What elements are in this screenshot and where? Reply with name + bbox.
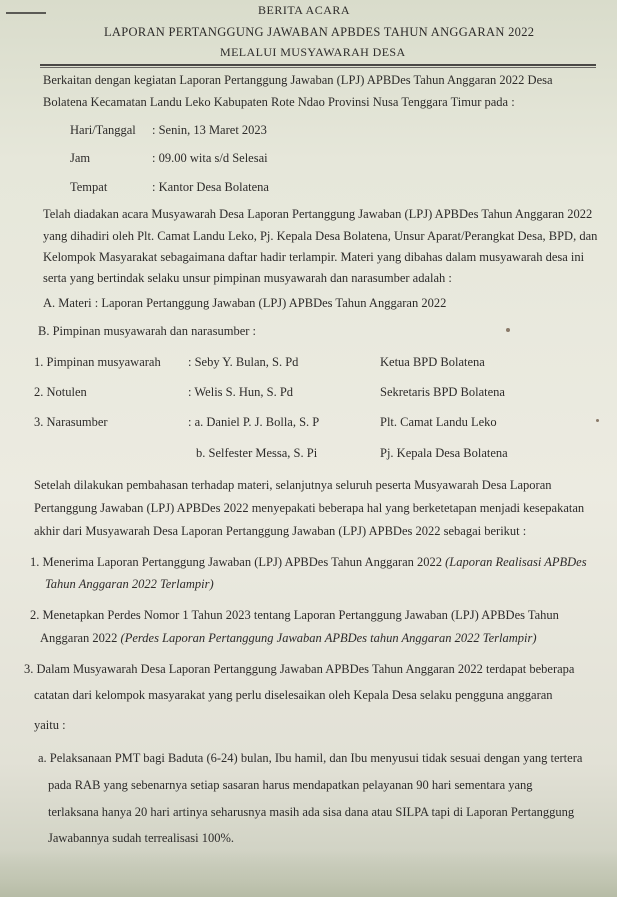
resolution-item-1-text: 1. Menerima Laporan Pertanggung Jawaban (LPJ) APBDes Tahun Anggaran 2022 [30,555,443,569]
person-3-name: : a. Daniel P. J. Bolla, S. P [188,415,320,429]
resolution-item-2-line-2 [40,632,537,645]
schedule-time-label: Jam [70,151,91,165]
resolution-item-2-italic: (Perdes Laporan Pertanggung Jawaban APBDes tahun Anggaran 2022 Terlampir) [120,631,537,645]
resolution-item-3-line-2: catatan dari kelompok masyarakat yang perlu diselesaikan oleh Kepala Desa selaku pengguna anggaran [34,688,553,702]
schedule-date-label: Hari/Tanggal [70,123,136,137]
document-main-title: LAPORAN PERTANGGUNG JAWABAN APBDES TAHUN ANGGARAN 2022 [104,25,535,39]
document-top-title: BERITA ACARA [258,3,351,17]
person-3-role: 3. Narasumber [34,415,108,429]
resolution-item-1-line-2: Tahun Anggaran 2022 Terlampir) [45,577,214,591]
person-2-role: 2. Notulen [34,385,87,399]
sub-item-a-line-3: terlaksana hanya 20 hari artinya seharusnya masih ada sisa dana atau SILPA tapi di Laporan Pertanggung [48,805,575,819]
header-divider-thin [40,67,596,68]
person-1-name: : Seby Y. Bulan, S. Pd [188,355,299,369]
sub-item-a-line-2: pada RAB yang sebenarnya setiap sasaran harus mendapatkan pelayanan 90 hari sementara yang [48,778,533,792]
resolution-item-3-line-1: 3. Dalam Musyawarah Desa Laporan Pertanggung Jawaban APBDes Tahun Anggaran 2022 terdapat beberapa [24,662,575,676]
section-b-heading: B. Pimpinan musyawarah dan narasumber : [38,324,257,338]
schedule-time-value: : 09.00 wita s/d Selesai [152,151,268,165]
para2-line-2: Pertanggung Jawaban (LPJ) APBDes 2022 menyepakati beberapa hal yang berketetapan menjadi kesepakatan [34,501,585,515]
person-1-role: 1. Pimpinan musyawarah [34,355,161,369]
resolution-item-2-line-1: 2. Menetapkan Perdes Nomor 1 Tahun 2023 tentang Laporan Pertanggung Jawaban (LPJ) APBDes Tahun [30,608,559,622]
para1-line-1: Telah diadakan acara Musyawarah Desa Laporan Pertanggung Jawaban (LPJ) APBDes Tahun Anggaran 2022 [43,207,593,221]
person-3-position: Plt. Camat Landu Leko [380,415,497,429]
person-4-position: Pj. Kepala Desa Bolatena [380,446,508,460]
section-a-heading: A. Materi : Laporan Pertanggung Jawaban (LPJ) APBDes Tahun Anggaran 2022 [43,296,447,310]
person-4-name: b. Selfester Messa, S. Pi [196,446,318,460]
para2-line-1: Setelah dilakukan pembahasan terhadap materi, selanjutnya seluruh peserta Musyawarah Desa Laporan [34,478,552,492]
para1-line-4: serta yang bertindak selaku unsur pimpinan musyawarah dan narasumber adalah : [43,271,452,285]
intro-line-2: Bolatena Kecamatan Landu Leko Kabupaten Rote Ndao Provinsi Nusa Tenggara Timur pada : [43,95,515,109]
resolution-item-3-line-3: yaitu : [34,718,66,732]
page-shadow [0,850,617,897]
para2-line-3: akhir dari Musyawarah Desa Laporan Pertanggung Jawaban (LPJ) APBDes 2022 sebagai berikut : [34,524,527,538]
intro-line-1: Berkaitan dengan kegiatan Laporan Pertanggung Jawaban (LPJ) APBDes Tahun Anggaran 2022 Desa [43,73,553,87]
para1-line-2: yang dihadiri oleh Plt. Camat Landu Leko, Pj. Kepala Desa Bolatena, Unsur Aparat/Perangkat Desa, BPD, dan [43,229,598,243]
schedule-date-value: : Senin, 13 Maret 2023 [152,123,267,137]
person-2-position: Sekretaris BPD Bolatena [380,385,505,399]
schedule-place-label: Tempat [70,180,108,194]
resolution-item-1-line-1 [30,556,587,569]
resolution-item-1-italic: (Laporan Realisasi APBDes [445,555,587,569]
stain-dot [506,328,510,332]
resolution-item-2-text: Anggaran 2022 [40,631,118,645]
stain-dot [596,419,599,422]
sub-item-a-line-1: a. Pelaksanaan PMT bagi Baduta (6-24) bulan, Ibu hamil, dan Ibu menyusui tidak sesuai dengan yang tertera [38,751,583,765]
person-2-name: : Welis S. Hun, S. Pd [188,385,294,399]
para1-line-3: Kelompok Masyarakat sebagaimana daftar hadir terlampir. Materi yang dibahas dalam musyawarah desa ini [43,250,585,264]
schedule-place-value: : Kantor Desa Bolatena [152,180,269,194]
header-divider [40,64,596,66]
sub-item-a-line-4: Jawabannya sudah terrealisasi 100%. [48,831,235,845]
pen-mark [6,12,46,14]
document-sub-title: MELALUI MUSYAWARAH DESA [220,45,406,59]
person-1-position: Ketua BPD Bolatena [380,355,485,369]
